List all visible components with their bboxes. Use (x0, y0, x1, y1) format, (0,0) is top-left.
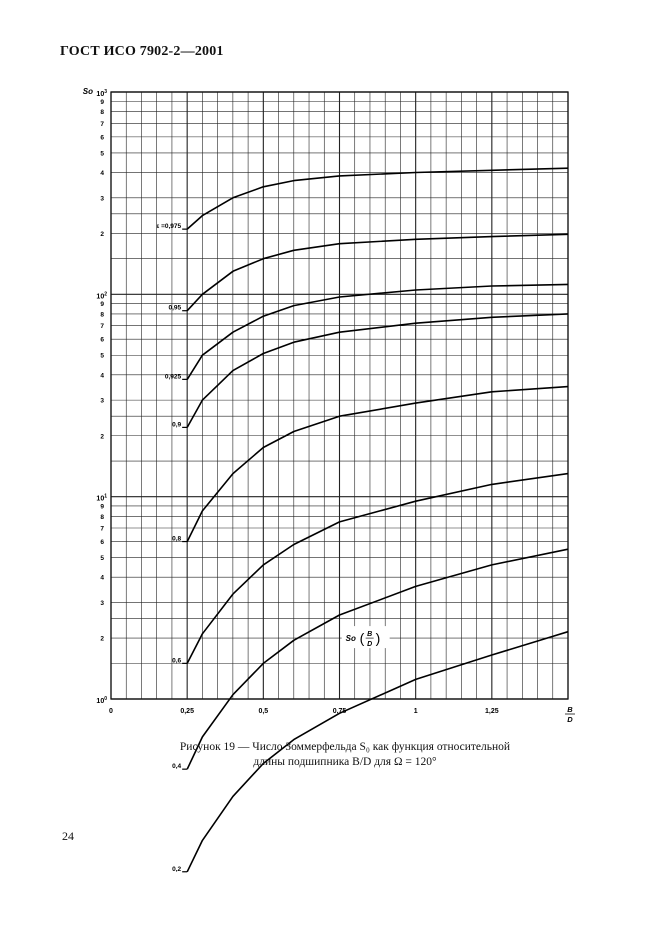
y-tick-label: 2 (100, 635, 104, 643)
y-tick-label: 5 (100, 555, 104, 563)
x-tick-label: 0,75 (332, 708, 347, 715)
y-tick-label: $10^2$ (96, 291, 107, 301)
y-axis-label: So (82, 87, 93, 96)
series-label: 0,4 (172, 763, 182, 771)
y-tick-label: 3 (100, 195, 104, 203)
figure-caption (110, 740, 580, 770)
y-tick-label: 5 (100, 150, 104, 158)
y-tick-label: $10^1$ (96, 493, 107, 503)
series-label: 0,9 (172, 421, 182, 429)
y-tick-label: 4 (100, 574, 104, 582)
y-tick-label: 6 (100, 336, 104, 344)
y-tick-label: 5 (100, 352, 104, 360)
caption-line-2: длины подшипника B/D для Ω = 120° (253, 756, 437, 768)
series-line (187, 168, 568, 229)
y-tick-label: 7 (100, 120, 104, 128)
y-tick-label: 3 (100, 599, 104, 607)
y-tick-label: 2 (100, 433, 104, 441)
y-tick-label: 9 (100, 301, 104, 309)
y-tick-label: 2 (100, 230, 104, 238)
annotation-numerator: B (367, 631, 373, 639)
y-tick-label: 6 (100, 134, 104, 142)
y-tick-label: $10^0$ (96, 696, 107, 705)
page-number: 24 (62, 829, 74, 843)
function-annotation (342, 626, 390, 648)
y-tick-label: $10^3$ (96, 89, 107, 98)
x-axis-label-denominator: D (567, 715, 573, 724)
series-label: 0,95 (168, 304, 182, 312)
x-tick-label: 0,5 (258, 708, 269, 715)
series-label: 0,925 (164, 373, 182, 381)
y-tick-label: 3 (100, 397, 104, 405)
y-tick-label: 7 (100, 323, 104, 331)
y-tick-label: 6 (100, 539, 104, 547)
series-line (187, 284, 568, 379)
series-label: ε =0,975 (156, 223, 182, 231)
series-line (187, 387, 568, 542)
y-tick-label: 9 (100, 503, 104, 511)
document-header: ГОСТ ИСО 7902-2—2001 (60, 44, 224, 59)
x-tick-label: 1 (413, 708, 418, 715)
annotation-so: So (345, 634, 356, 644)
x-axis-label-numerator: B (567, 705, 573, 714)
y-tick-label: 8 (100, 311, 104, 319)
chart-grid (111, 92, 568, 699)
y-tick-label: 4 (100, 170, 104, 178)
annotation-denominator: D (367, 641, 373, 649)
x-tick-label: 0 (109, 708, 113, 715)
series-label: 0,8 (172, 535, 182, 543)
series-line (187, 234, 568, 310)
annotation-paren-right: ) (375, 630, 381, 647)
x-tick-label: 1,25 (485, 708, 499, 715)
annotation-paren-left: ( (359, 630, 365, 647)
caption-line-1: Рисунок 19 — Число Зоммерфельда S₀ как функция относительной (179, 741, 511, 753)
y-tick-label: 8 (100, 109, 104, 117)
series-label: 0,6 (172, 657, 182, 665)
y-tick-label: 4 (100, 372, 104, 380)
y-tick-label: 9 (100, 98, 104, 106)
series-label: 0,2 (172, 865, 182, 873)
y-tick-label: 7 (100, 525, 104, 533)
x-tick-label: 0,25 (180, 708, 194, 715)
y-tick-label: 8 (100, 513, 104, 521)
